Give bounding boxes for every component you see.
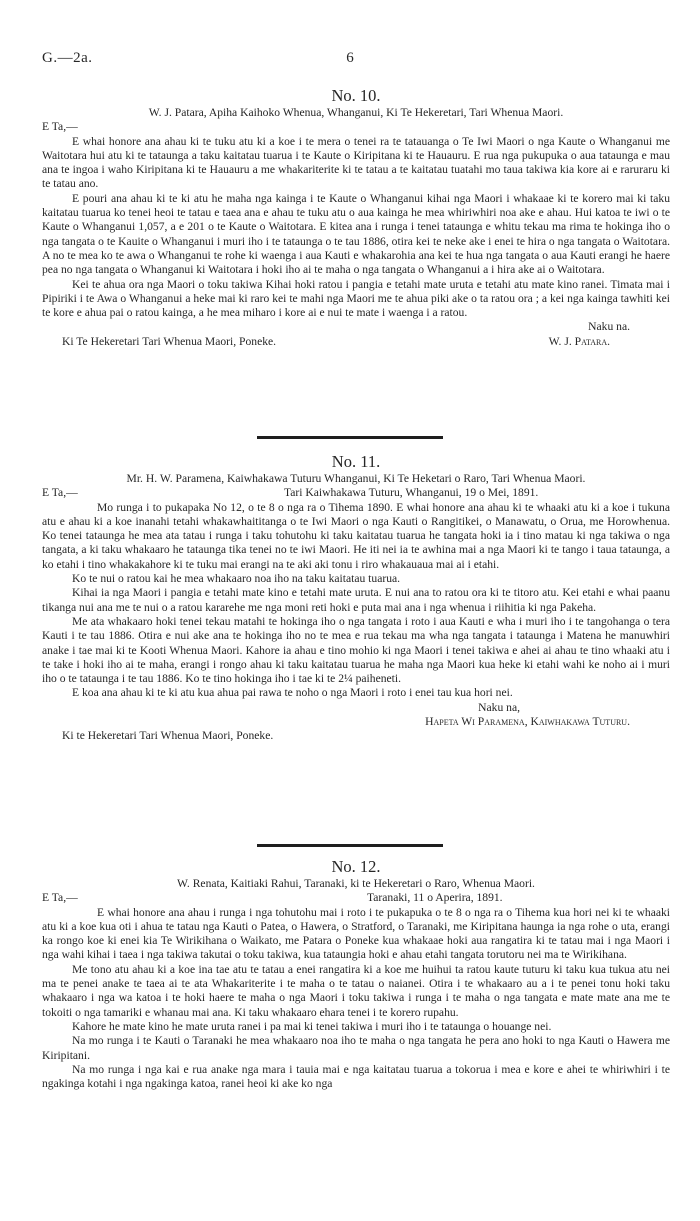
dateline: Tari Kaiwhakawa Tuturu, Whanganui, 19 o Mei, 1891. <box>284 486 539 500</box>
letter-no-11 <box>42 452 670 744</box>
section-divider <box>257 844 443 847</box>
salutation: E Ta,— <box>42 486 78 500</box>
paragraph: Kahore he mate kino he mate uruta ranei i pa mai ki tenei takiwa i muri iho i te tataunga o houange nei. <box>72 1019 552 1033</box>
paragraph: Kei te ahua ora nga Maori o toku takiwa Kihai hoki ratou i pangia e tetahi mate uruta e tetahi atu mate kino ranei. Timata mai i Pipiriki i te Awa o Whanganui a heke mai ki raro kei te mahi nga Maori me te ahua piki ake o ta ratou ora ; a kei nga kainga tawhiti kei te kore e ahua pai o ratou kainga, a he mea miharo i kore ai e nui te mate i waenga i a ratou. <box>42 277 670 320</box>
letter-number: No. 10. <box>331 86 381 105</box>
dateline: Taranaki, 11 o Aperira, 1891. <box>367 891 503 905</box>
letter-number: No. 11. <box>331 452 381 471</box>
letter-address: Mr. H. W. Paramena, Kaiwhakawa Tuturu Whanganui, Ki Te Heketari o Raro, Tari Whenua Maori. <box>126 472 586 485</box>
letter-no-12 <box>42 857 670 1091</box>
signature: Hapeta Wi Paramena, Kaiwhakawa Tuturu. <box>425 715 630 729</box>
paragraph: Mo runga i to pukapaka No 12, o te 8 o nga ra o Tihema 1890. E whai honore ana ahau ki te whaaki atu ki a koe i tukuna atu e ahau ki a koe inanahi tetahi whakawhaititanga o te Iwi Maori o nga Kauti o Rangitikei, o Manawatu, o Orua, me Horowhenua. Ko tenei tataunga he mea ata tatau i runga i taku tohutohu ki taku kaitatau tuarua he tangata hoki ia i tino matau ki nga takiwa o nga tangata, a ki taku whakaaro he tataunga tika tenei no te iwi Maori. He iti nei ia te awhina mai a nga Maori ki te tango i taua tataunga, a ko etahi i tino whakakahore ki te tuku mai erangi na te aki aki tonu i riro whakauaua mai ai i etahi. <box>42 500 670 571</box>
closing: Naku na. <box>588 320 630 334</box>
recipient-signature-row <box>42 335 670 349</box>
salutation: E Ta,— <box>42 120 78 134</box>
section-divider <box>257 436 443 439</box>
paragraph: Na mo runga i nga kai e rua anake nga mara i tauia mai e nga kaitatau tuarua a tokorua i mea e kore e ahei te whiriwhiri i te ngakinga kotahi i nga ngakinga katoa, ranei heoi ki ake ko nga <box>42 1062 670 1091</box>
recipient: Ki Te Hekeretari Tari Whenua Maori, Poneke. <box>62 334 277 348</box>
signature: W. J. Patara. <box>548 334 610 348</box>
paragraph: E whai honore ana ahau ki te tuku atu ki a koe i te mera o tenei ra te tatauanga o Te Iwi Maori o nga Kaute o Whanganui me Waitotara hui atu ki te tataunga a taku kaitatau tuarua i te Kaute o Kiripitana ki te Hauauru. E rua nga pukupuka o aua tataunga e mau ana te ingoa i waho Kiripitana ki te Hauauru a me whakariterite ki te tatau a te kaitatau tuatahi mo taua takiwa kia kore ai e raruraru ki te tatau ano. <box>42 134 670 191</box>
paragraph: E whai honore ana ahau i runga i nga tohutohu mai i roto i te pukapuka o te 8 o nga ra o Tihema kua hori nei ki te whaaki atu ki a koe kua oti i ahua te tatau nga Kauti o Patea, o Hawera, o Stratford, o Taranaki, me Kiripitana haunga ia nga rohe o uta, erangi ka rongo koe ki enei kia Te Wirikihana o Waikato, me Patara o Poneke kua whakaae hoki aua rangatira ki te tatau mai i nga Maori i nga wahi kihai i taea i nga takiwa takutai o toku takiwa, kua tataungia hoki e ahau etahi tangata torutoru nei ma te Wirikihana. <box>42 905 670 962</box>
paragraph: Kihai ia nga Maori i pangia e tetahi mate kino e tetahi mate uruta. E nui ana to ratou ora ki te titoro atu. Kei etahi e whai paanu tikanga nui ana me te nui o a ratou kararehe me nga moni reti hoki e puta mai ana i nga whenua i riihitia ki nga Pakeha. <box>42 586 670 614</box>
page-number: 6 <box>346 50 354 66</box>
paragraph: Ko te nui o ratou kai he mea whakaaro noa iho na taku kaitatau tuarua. <box>72 572 401 586</box>
salutation-dateline-row <box>42 891 670 905</box>
document-code: G.—2a. <box>42 50 93 66</box>
paragraph: Na mo runga i te Kauti o Taranaki he mea whakaaro noa iho te maha o nga tangata he pera ano hoki to nga Kauti o Hawera me Kiripitani. <box>42 1034 670 1062</box>
closing: Naku na, <box>478 700 520 714</box>
salutation: E Ta,— <box>42 891 78 905</box>
paragraph: E koa ana ahau ki te ki atu kua ahua pai rawa te noho o nga Maori i roto i enei tau kua hori nei. <box>72 686 513 700</box>
letter-no-10 <box>42 86 670 349</box>
paragraph: E pouri ana ahau ki te ki atu he maha nga kainga i te Kaute o Whanganui kihai nga Maori i whakaae ki te korero mai ki taku kaitatau tuarua ko tenei heoi te tatau e taea ana e ahau te tuku atu o aua kainga he mea whiriwhiri noa ake e ahau. Hui katoa te iwi o te Kaute o Whanganui 1,057, a e 201 o te Kaute o Waitotara. E kitea ana i runga i tenei tataunga e whitu tekau ma rima te hokinga iho o nga tangata o te Kauite o Whanganui i muri iho i te tataunga o te tau 1886, otira kei te neke ake i enei te hira o nga tangata o Waitotara. A no te mea ko te awa o Whanganui te rohe ki waenga i aua Kauti e whakarohia ana kei te hua nga tangata o aua Kauti erangi he haere pea no nga tangata o Whanganui ki Waitotara i hoki iho ai te maha o nga tangata o Whanganui a i hira ake ai o Waitotara. <box>42 191 670 277</box>
letter-address: W. Renata, Kaitiaki Rahui, Taranaki, ki te Hekeretari o Raro, Whenua Maori. <box>177 877 535 890</box>
page-header <box>42 51 658 71</box>
letter-address: W. J. Patara, Apiha Kaihoko Whenua, Whanganui, Ki Te Hekeretari, Tari Whenua Maori. <box>148 106 564 119</box>
salutation-dateline-row <box>42 486 670 500</box>
letter-number: No. 12. <box>331 857 381 876</box>
paragraph: Me ata whakaaro hoki tenei tekau matahi te hokinga iho o nga tangata i roto i aua Kauti e wha i muri iho i te tangohanga o tera Kauti i te tau 1886. Otira e nui ake ana te hokinga iho no te mea e rua tekau ma wha nga tangata i tataunga i Matena he manuwhiri anake i tae mai ki te Kooti Whenua Maori. Kahore ia ahau e tino mohio ki nga Maori i tenei takiwa e ahei ai ahau te tino whaaki atu i te take i hoki iho ai te maha, erangi i rongo ahau ki taku kaitatau tuarua he maha nga Maori kua heke ki etahi wahi ke noho ai i muri iho o te tataunga i te tau 1886. Ko te tino hokinga iho i tae ki te 2¼ paiheneti. <box>42 614 670 686</box>
recipient: Ki te Hekeretari Tari Whenua Maori, Poneke. <box>62 729 274 743</box>
paragraph: Me tono atu ahau ki a koe ina tae atu te tatau a enei rangatira ki a koe me huihui ta ratou kaute tuturu ki taku kua tukua atu nei ma te penei anake te taea ai te ata Whakariterite i te maha o te tatau o naianei. Otira i te whakaaro au a i te penei tonu hoki taku whakaaro i nga wa katoa i te hoki haere te maha o nga Maori i toku takiwa i runga i te maha o nga tangata e mate mate ana me te tokoiti o nga tamariki e whanau mai ana. Ki taku whakaaro ehara tenei i te korero rupahu. <box>42 962 670 1019</box>
